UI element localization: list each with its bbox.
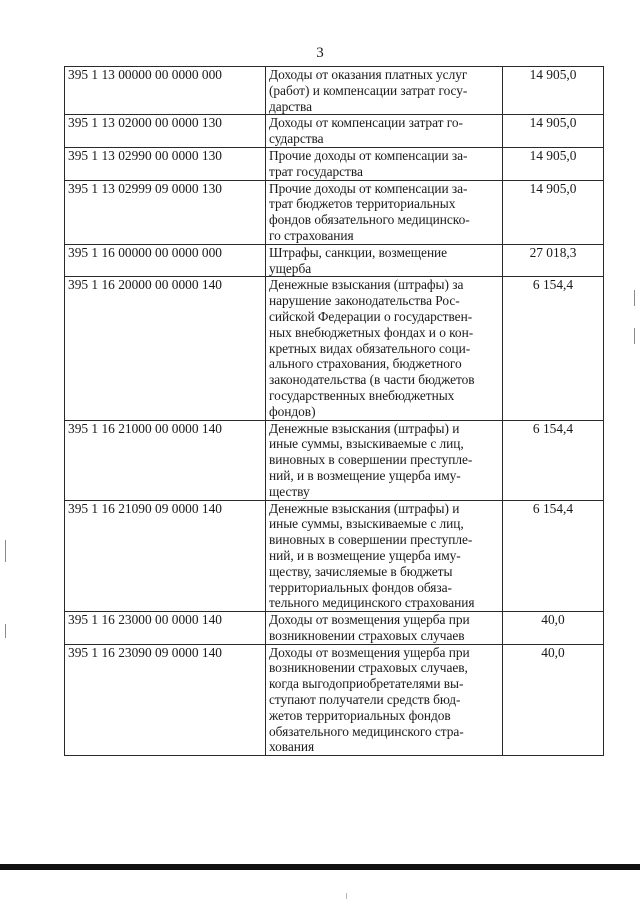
revenue-name-cell: Доходы от компенсации затрат го- сударства — [266, 115, 503, 148]
table-row — [65, 277, 604, 420]
page-number: 3 — [316, 45, 324, 61]
table-row — [65, 180, 604, 244]
scan-bottom-edge — [0, 864, 640, 870]
table-row — [65, 147, 604, 180]
budget-code-cell: 395 1 16 21090 09 0000 140 — [65, 500, 266, 612]
budget-code-cell: 395 1 16 20000 00 0000 140 — [65, 277, 266, 420]
budget-code-cell: 395 1 13 02990 00 0000 130 — [65, 147, 266, 180]
amount-cell: 6 154,4 — [503, 500, 604, 612]
amount-cell: 14 905,0 — [503, 115, 604, 148]
table-row — [65, 244, 604, 277]
scan-margin-mark — [634, 328, 635, 344]
scan-margin-mark — [5, 624, 6, 638]
amount-cell: 14 905,0 — [503, 180, 604, 244]
table-row — [65, 420, 604, 500]
revenue-name-cell: Доходы от возмещения ущерба при возникновении страховых случаев, когда выгодоприобретателями вы- ступают получатели средств бюд- жетов территориальных фондов обязательного медицинского стра- хования — [266, 644, 503, 756]
scan-artifact — [346, 893, 347, 899]
revenue-name-cell: Прочие доходы от компенсации за- трат государства — [266, 147, 503, 180]
scan-margin-mark — [634, 290, 635, 306]
table-row — [65, 612, 604, 645]
budget-code-cell: 395 1 16 23000 00 0000 140 — [65, 612, 266, 645]
revenue-name-cell: Доходы от возмещения ущерба при возникновении страховых случаев — [266, 612, 503, 645]
table-row — [65, 500, 604, 612]
table-row — [65, 115, 604, 148]
revenue-name-cell: Денежные взыскания (штрафы) за нарушение законодательства Рос- сийской Федерации о государствен- ных внебюджетных фондах и о кон- кретных видах обязательного соци- ального страхования, бюджетного законодательства (в части бюджетов государственных внебюджетных фондов) — [266, 277, 503, 420]
budget-code-cell: 395 1 16 21000 00 0000 140 — [65, 420, 266, 500]
amount-cell: 6 154,4 — [503, 277, 604, 420]
revenue-name-cell: Денежные взыскания (штрафы) и иные суммы, взыскиваемые с лиц, виновных в совершении преступле- ний, и в возмещение ущерба иму- ществу, зачисляемые в бюджеты территориальных фондов обяза- тельного медицинского страхования — [266, 500, 503, 612]
revenue-name-cell: Прочие доходы от компенсации за- трат бюджетов территориальных фондов обязательного медицинско- го страхования — [266, 180, 503, 244]
revenue-table — [64, 66, 604, 756]
table-row — [65, 67, 604, 115]
amount-cell: 6 154,4 — [503, 420, 604, 500]
amount-cell: 14 905,0 — [503, 147, 604, 180]
budget-code-cell: 395 1 16 00000 00 0000 000 — [65, 244, 266, 277]
scan-margin-mark — [5, 540, 6, 562]
budget-code-cell: 395 1 13 02999 09 0000 130 — [65, 180, 266, 244]
revenue-name-cell: Денежные взыскания (штрафы) и иные суммы, взыскиваемые с лиц, виновных в совершении преступле- ний, и в возмещение ущерба иму- ществу — [266, 420, 503, 500]
amount-cell: 40,0 — [503, 612, 604, 645]
amount-cell: 27 018,3 — [503, 244, 604, 277]
revenue-name-cell: Штрафы, санкции, возмещение ущерба — [266, 244, 503, 277]
amount-cell: 14 905,0 — [503, 67, 604, 115]
amount-cell: 40,0 — [503, 644, 604, 756]
budget-code-cell: 395 1 13 00000 00 0000 000 — [65, 67, 266, 115]
table-row — [65, 644, 604, 756]
budget-code-cell: 395 1 16 23090 09 0000 140 — [65, 644, 266, 756]
budget-code-cell: 395 1 13 02000 00 0000 130 — [65, 115, 266, 148]
revenue-name-cell: Доходы от оказания платных услуг (работ) и компенсации затрат госу- дарства — [266, 67, 503, 115]
